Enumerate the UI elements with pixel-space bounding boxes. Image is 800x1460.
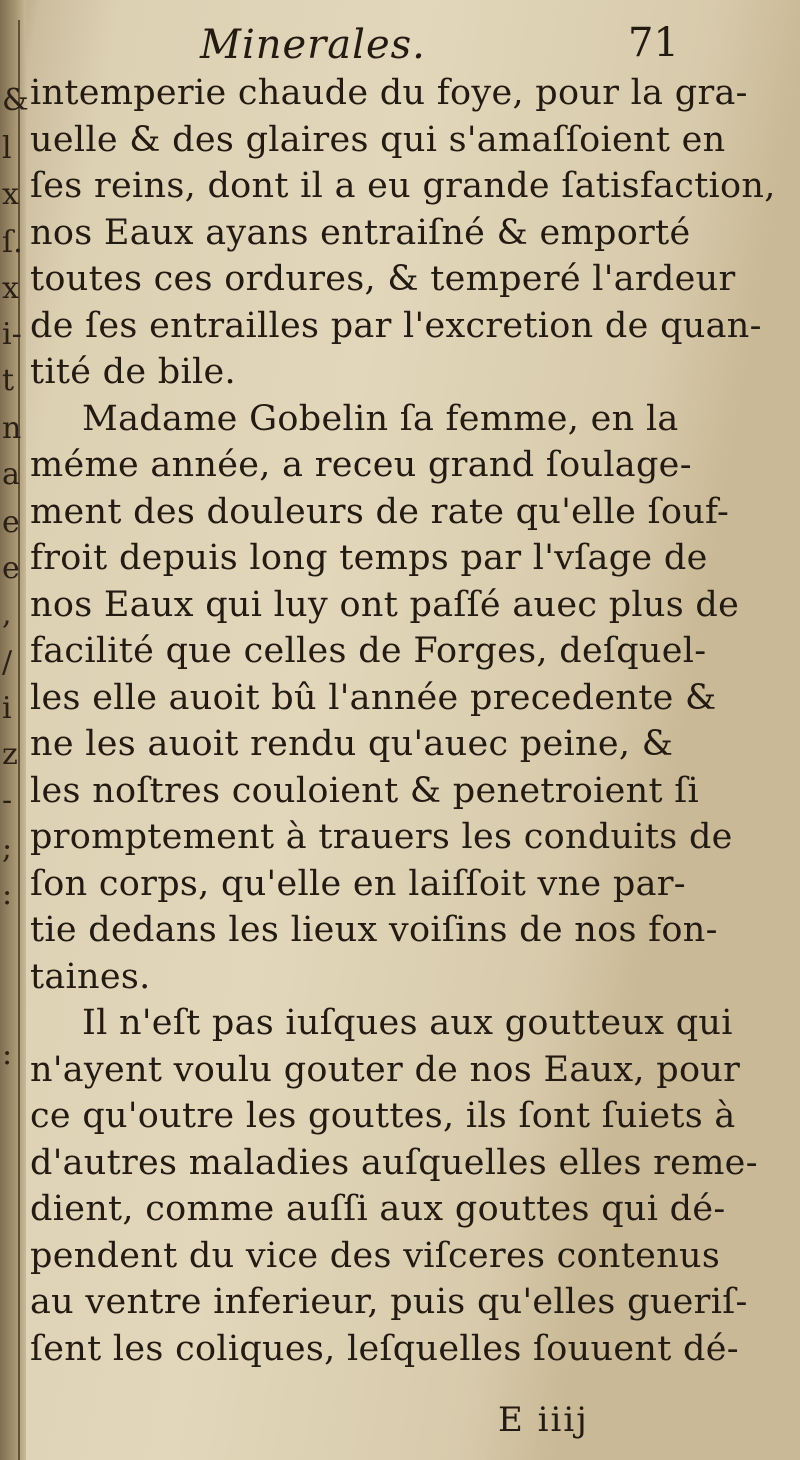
- margin-fragment: a: [2, 457, 20, 492]
- text-line: de ſes entrailles par l'excretion de quan-: [30, 305, 762, 346]
- margin-fragment: e: [2, 505, 20, 540]
- text-line: promptement à trauers les conduits de: [30, 817, 733, 857]
- text-line: toutes ces ordures, & temperé l'ardeur: [30, 259, 736, 299]
- margin-fragment: x: [2, 177, 19, 212]
- text-line: pendent du vice des viſceres contenus: [30, 1235, 721, 1276]
- text-line: nos Eaux qui luy ont paſſé auec plus de: [30, 584, 740, 625]
- margin-fragment: &: [2, 83, 29, 118]
- body-text: [30, 70, 776, 1372]
- text-line: ne les auoit rendu qu'auec peine, &: [30, 724, 674, 764]
- margin-fragment: l: [2, 131, 12, 166]
- facing-page-fragments: [0, 0, 29, 1460]
- text-line: ment des douleurs de rate qu'elle ſouf-: [30, 491, 730, 532]
- margin-fragment: :: [2, 1037, 13, 1072]
- margin-fragment: i-: [2, 317, 22, 352]
- text-line: ſon corps, qu'elle en laiſſoit vne par-: [30, 863, 686, 904]
- text-line: uelle & des glaires qui s'amaſſoient en: [30, 119, 726, 160]
- paragraph-start-line: Madame Gobelin ſa femme, en la: [82, 398, 679, 439]
- margin-fragment: -: [2, 783, 13, 818]
- text-line: ce qu'outre les gouttes, ils ſont ſuiets à: [30, 1096, 736, 1136]
- text-line: facilité que celles de Forges, deſquel-: [30, 631, 707, 671]
- margin-fragment: i: [2, 691, 12, 726]
- text-line: tité de bile.: [30, 352, 236, 392]
- text-line: les noſtres couloient & penetroient ſi: [30, 770, 699, 811]
- page-number: 71: [628, 20, 679, 66]
- margin-fragment: z: [2, 737, 18, 772]
- text-line: dient, comme auſſi aux gouttes qui dé-: [30, 1189, 726, 1229]
- text-line: froit depuis long temps par l'vſage de: [30, 538, 708, 578]
- text-line: tie dedans les lieux voiſins de nos fon-: [30, 910, 718, 950]
- text-line: ſent les coliques, leſquelles ſouuent dé-: [30, 1328, 739, 1369]
- running-head: [0, 14, 800, 74]
- margin-fragment: ;: [2, 831, 13, 866]
- running-title: Minerales.: [200, 22, 426, 68]
- margin-fragment: t: [2, 363, 15, 398]
- margin-fragment: ſ.: [2, 225, 23, 260]
- text-line: d'autres maladies auſquelles elles reme-: [30, 1142, 758, 1183]
- margin-fragment: :: [2, 877, 13, 912]
- signature-mark: E iiij: [498, 1400, 589, 1440]
- text-line: nos Eaux ayans entraiſné & emporté: [30, 212, 691, 253]
- text-line: taines.: [30, 956, 151, 997]
- text-line: intemperie chaude du foye, pour la gra-: [30, 73, 748, 113]
- margin-fragment: n: [2, 411, 22, 446]
- margin-fragment: x: [2, 271, 19, 306]
- margin-fragment: /: [2, 645, 13, 680]
- text-line: n'ayent voulu gouter de nos Eaux, pour: [30, 1049, 741, 1090]
- paragraph-start-line: Il n'eſt pas iuſques aux goutteux qui: [82, 1003, 733, 1043]
- text-line: ſes reins, dont il a eu grande ſatisfaction,: [30, 166, 776, 206]
- text-line: méme année, a receu grand ſoulage-: [30, 445, 692, 485]
- text-line: les elle auoit bû l'année precedente &: [30, 677, 717, 718]
- margin-fragment: e: [2, 551, 20, 586]
- margin-fragment: ,: [2, 597, 12, 632]
- text-line: au ventre inferieur, puis qu'elles gueriſ-: [30, 1282, 748, 1322]
